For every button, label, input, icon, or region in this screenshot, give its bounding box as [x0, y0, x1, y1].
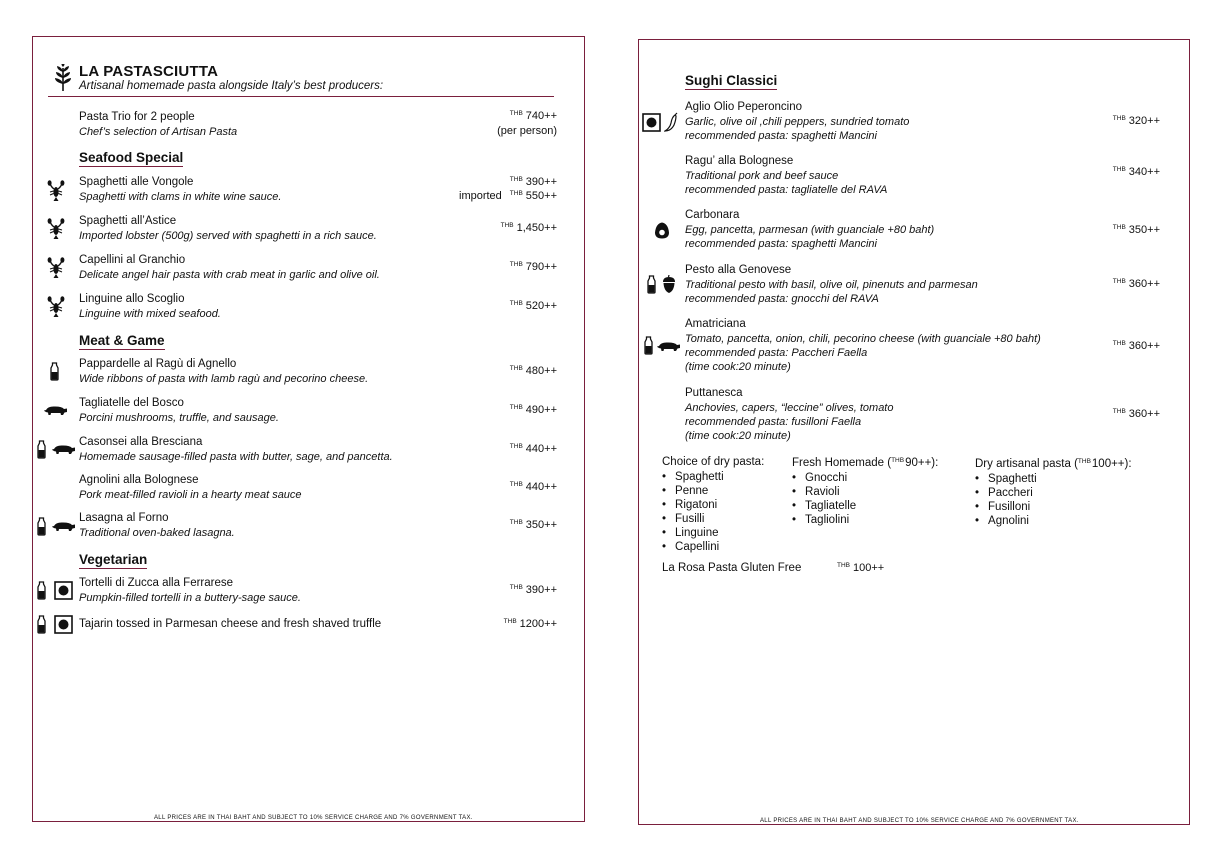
list-item: • Fusilloni [975, 500, 1037, 514]
item-desc: recommended pasta: spaghetti Mancini [685, 238, 877, 250]
pig-icon [656, 340, 682, 352]
item-price: $^{THB}$ 320++ [1112, 115, 1160, 127]
item-desc: recommended pasta: Paccheri Faella [685, 347, 868, 359]
pig-icon [43, 404, 69, 416]
list-item: • Gnocchi [792, 471, 856, 485]
item-desc: recommended pasta: spaghetti Mancini [685, 130, 877, 142]
pig-icon [51, 520, 77, 532]
page-title: LA PASTASCIUTTA [79, 63, 219, 80]
item-desc: (time cook:20 minute) [685, 430, 791, 442]
item-name: Capellini al Granchio [79, 254, 186, 266]
item-desc: Tomato, pancetta, onion, chili, pecorino cheese (with guanciale +80 baht) [685, 333, 1041, 345]
item-desc: (time cook:20 minute) [685, 361, 791, 373]
list-item: • Tagliolini [792, 513, 856, 527]
item-name: Spaghetti alle Vongole [79, 176, 194, 188]
item-name: Tajarin tossed in Parmesan cheese and fresh shaved truffle [79, 618, 382, 630]
lobster-icon [46, 296, 66, 318]
gluten-free-label: La Rosa Pasta Gluten Free [662, 562, 802, 574]
fresh-pasta-title: Fresh Homemade ($^{THB}$90++): [792, 457, 939, 469]
item-name: Aglio Olio Peperoncino [685, 101, 802, 113]
item-desc: Spaghetti with clams in white wine sauce. [79, 191, 282, 203]
item-name: Pappardelle al Ragù di Agnello [79, 358, 237, 370]
item-desc: Traditional oven-baked lasagna. [79, 527, 235, 539]
item-desc: Linguine with mixed seafood. [79, 308, 221, 320]
item-desc: recommended pasta: fusilloni Faella [685, 416, 862, 428]
section-title-seafood: Seafood Special [79, 150, 184, 165]
item-name: Pesto alla Genovese [685, 264, 792, 276]
item-price: $^{THB}$ 360++ [1112, 278, 1160, 290]
section-title-meat: Meat & Game [79, 333, 165, 348]
milk-bottle-icon [37, 615, 47, 635]
page-subtitle: Artisanal homemade pasta alongside Italy’s best producers: [79, 80, 384, 92]
section-title-vegetarian: Vegetarian [79, 552, 148, 567]
item-price: $^{THB}$ 440++ [509, 443, 557, 455]
item-price: $^{THB}$ 520++ [509, 300, 557, 312]
fresh-pasta-list [792, 471, 856, 527]
item-desc: Garlic, olive oil ,chili peppers, sundried tomato [685, 116, 910, 128]
title-divider [48, 96, 554, 97]
footer-note: ALL PRICES ARE IN THAI BAHT AND SUBJECT TO 10% SERVICE CHARGE AND 7% GOVERNMENT TAX. [760, 818, 1079, 824]
list-item: • Rigatoni [662, 498, 724, 512]
item-name: Casonsei alla Bresciana [79, 436, 203, 448]
list-item: • Spaghetti [975, 472, 1037, 486]
list-item: • Linguine [662, 526, 724, 540]
item-price: $^{THB}$ 740++ [509, 110, 557, 122]
item-desc: Porcini mushrooms, truffle, and sausage. [79, 412, 279, 424]
item-price: $^{THB}$ 790++ [509, 261, 557, 273]
item-name: Pasta Trio for 2 people [79, 111, 195, 123]
item-desc: Homemade sausage-filled pasta with butter, sage, and pancetta. [79, 451, 393, 463]
item-price: $^{THB}$ 350++ [1112, 224, 1160, 236]
item-name: Carbonara [685, 209, 740, 221]
list-item: • Penne [662, 484, 724, 498]
item-price: $^{THB}$ 350++ [509, 519, 557, 531]
footer-note: ALL PRICES ARE IN THAI BAHT AND SUBJECT TO 10% SERVICE CHARGE AND 7% GOVERNMENT TAX. [154, 815, 473, 821]
lobster-icon [46, 257, 66, 279]
item-name: Lasagna al Forno [79, 512, 169, 524]
item-desc: Delicate angel hair pasta with crab meat in garlic and olive oil. [79, 269, 380, 281]
item-name: Tortelli di Zucca alla Ferrarese [79, 577, 234, 589]
item-price: $^{THB}$ 390++ [509, 176, 557, 188]
list-item: • Ravioli [792, 485, 856, 499]
milk-bottle-icon [37, 581, 47, 601]
milk-bottle-icon [37, 517, 47, 537]
pig-icon [51, 443, 77, 455]
dry-pasta-list [662, 470, 724, 554]
item-price: $^{THB}$ 490++ [509, 404, 557, 416]
dry-pasta-title: Choice of dry pasta: [662, 456, 765, 468]
milk-bottle-icon [50, 362, 60, 382]
price-note: (per person) [497, 125, 557, 137]
list-item: • Tagliatelle [792, 499, 856, 513]
lobster-icon [46, 218, 66, 240]
item-price: $^{THB}$ 360++ [1112, 408, 1160, 420]
item-price: $^{THB}$ 480++ [509, 365, 557, 377]
item-desc: Pumpkin-filled tortelli in a buttery-sage sauce. [79, 592, 301, 604]
milk-bottle-icon [644, 336, 654, 356]
item-desc: Egg, pancetta, parmesan (with guanciale +80 baht) [685, 224, 935, 236]
item-desc: Wide ribbons of pasta with lamb ragù and pecorino cheese. [79, 373, 369, 385]
item-price: $^{THB}$ 1,450++ [500, 222, 557, 234]
item-name: Linguine allo Scoglio [79, 293, 185, 305]
item-desc: Traditional pork and beef sauce [685, 170, 839, 182]
item-name: Agnolini alla Bolognese [79, 474, 199, 486]
egg-icon [654, 221, 670, 240]
item-price: $^{THB}$ 390++ [509, 584, 557, 596]
item-desc: Pork meat-filled ravioli in a hearty meat sauce [79, 489, 302, 501]
vegetarian-icon [54, 581, 73, 600]
item-price: $^{THB}$ 1200++ [503, 618, 557, 630]
item-name: Amatriciana [685, 318, 746, 330]
item-desc: Chef’s selection of Artisan Pasta [79, 126, 238, 138]
artisanal-pasta-list [975, 472, 1037, 528]
section-title-sughi: Sughi Classici [685, 73, 778, 88]
lobster-icon [46, 180, 66, 202]
item-name: Tagliatelle del Bosco [79, 397, 184, 409]
wheat-icon [52, 64, 74, 92]
item-name: Spaghetti all’Astice [79, 215, 177, 227]
list-item: • Capellini [662, 540, 724, 554]
item-price-imported: imported $^{THB}$ 550++ [459, 190, 557, 202]
item-desc: recommended pasta: tagliatelle del RAVA [685, 184, 888, 196]
milk-bottle-icon [647, 275, 657, 295]
vegetarian-icon [54, 615, 73, 634]
item-desc: Imported lobster (500g) served with spaghetti in a rich sauce. [79, 230, 377, 242]
item-name: Puttanesca [685, 387, 743, 399]
artisanal-pasta-title: Dry artisanal pasta ($^{THB}$100++): [975, 458, 1132, 470]
item-price: $^{THB}$ 360++ [1112, 340, 1160, 352]
item-desc: Anchovies, capers, “leccine” olives, tomato [685, 402, 894, 414]
item-desc: recommended pasta: gnocchi del RAVA [685, 293, 879, 305]
list-item: • Fusilli [662, 512, 724, 526]
item-desc: Traditional pesto with basil, olive oil, pinenuts and parmesan [685, 279, 978, 291]
milk-bottle-icon [37, 440, 47, 460]
list-item: • Agnolini [975, 514, 1037, 528]
item-price: $^{THB}$ 440++ [509, 481, 557, 493]
nut-icon [661, 275, 677, 294]
gluten-free-price: $^{THB}$ 100++ [837, 562, 885, 574]
item-price: $^{THB}$ 340++ [1112, 166, 1160, 178]
item-name: Ragu’ alla Bolognese [685, 155, 794, 167]
list-item: • Paccheri [975, 486, 1037, 500]
vegetarian-icon [642, 113, 661, 132]
chili-icon [664, 112, 680, 132]
list-item: • Spaghetti [662, 470, 724, 484]
